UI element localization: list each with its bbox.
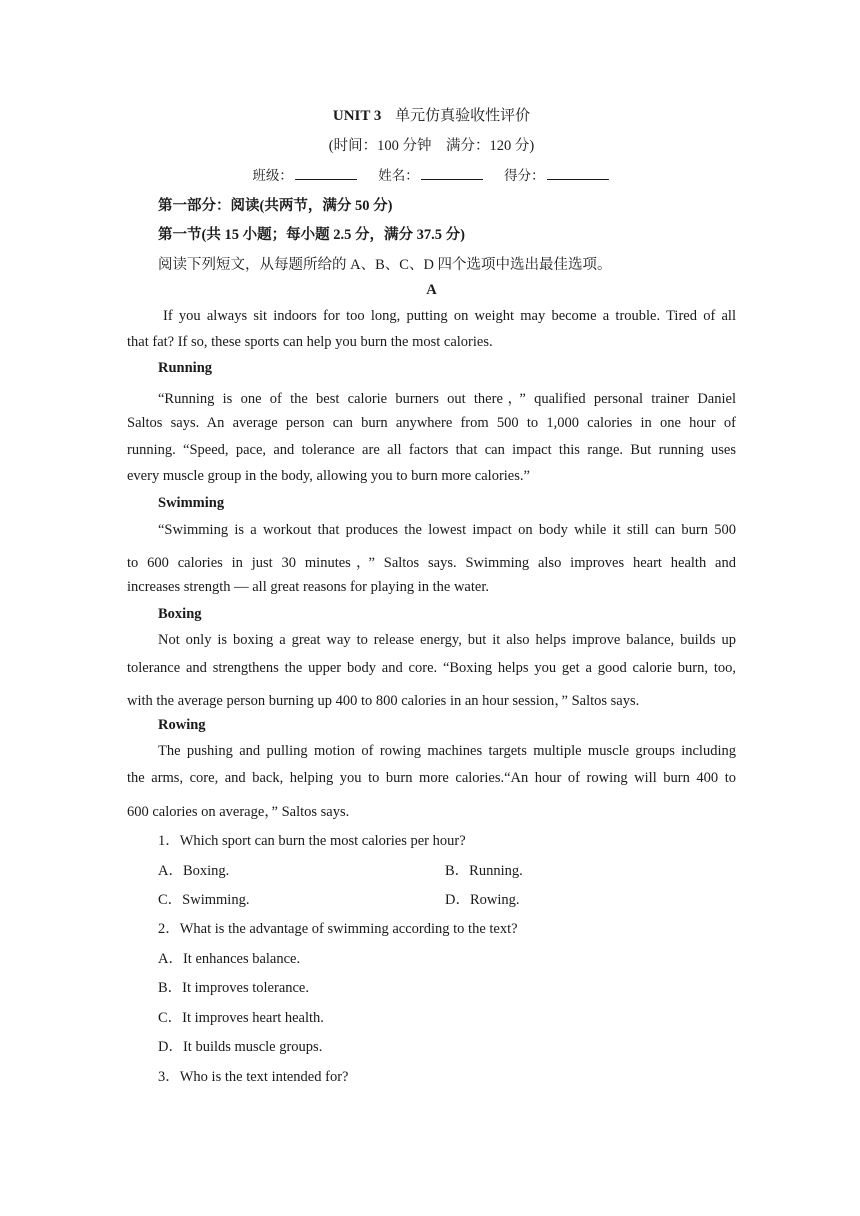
section-one-heading: 第一节(共 15 小题；每小题 2.5 分，满分 37.5 分) bbox=[158, 227, 465, 243]
name-blank bbox=[421, 167, 483, 180]
option-b: B．Running. bbox=[445, 863, 523, 879]
score-blank bbox=[547, 167, 609, 180]
option-d: D．Rowing. bbox=[445, 892, 520, 908]
passage-letter: A bbox=[426, 282, 437, 298]
swimming-line-1: “Swimming is a workout that produces the lowest impact on body while it still can burn 500 bbox=[158, 522, 736, 538]
boxing-line-3: with the average person burning up 400 to 800 calories in an hour session，” Saltos says. bbox=[127, 693, 640, 709]
running-line-4: every muscle group in the body, allowing you to burn more calories.” bbox=[127, 468, 530, 484]
time-info: (时间：100 分钟 满分：120 分) bbox=[328, 138, 535, 154]
option-a: A．It enhances balance. bbox=[158, 951, 301, 967]
question-stem: 3．Who is the text intended for? bbox=[158, 1069, 349, 1085]
swimming-line-3: increases strength — all great reasons for playing in the water. bbox=[127, 579, 489, 595]
option-b: B．It improves tolerance. bbox=[158, 980, 309, 996]
directions: 阅读下列短文，从每题所给的 A、B、C、D 四个选项中选出最佳选项。 bbox=[158, 257, 612, 273]
swimming-heading: Swimming bbox=[158, 495, 225, 511]
swimming-line-2: to 600 calories in just 30 minutes，” Saltos says. Swimming also improves heart health and bbox=[127, 555, 736, 571]
name-label: 姓名： bbox=[378, 168, 419, 183]
option-c: C．Swimming. bbox=[158, 892, 250, 908]
class-label: 班级： bbox=[252, 168, 293, 183]
intro-line-2: that fat? If so, these sports can help you burn the most calories. bbox=[127, 334, 493, 350]
boxing-line-2: tolerance and strengthens the upper body and core. “Boxing helps you get a good calorie burn, too, bbox=[127, 660, 736, 676]
option-d: D．It builds muscle groups. bbox=[158, 1039, 323, 1055]
unit-subtitle: 单元仿真验收性评价 bbox=[395, 108, 531, 124]
rowing-heading: Rowing bbox=[158, 717, 206, 733]
rowing-line-3: 600 calories on average，” Saltos says. bbox=[127, 804, 350, 820]
question-stem: 1．Which sport can burn the most calories per hour? bbox=[158, 833, 466, 849]
student-info-row bbox=[127, 164, 736, 184]
running-heading: Running bbox=[158, 360, 213, 376]
rowing-line-2: the arms, core, and back, helping you to burn more calories.“An hour of rowing will burn 400 to bbox=[127, 770, 736, 786]
unit-title bbox=[127, 104, 736, 125]
boxing-line-1: Not only is boxing a great way to release energy, but it also helps improve balance, builds up bbox=[158, 632, 736, 648]
intro-line-1: If you always sit indoors for too long, putting on weight may become a trouble. Tired of all bbox=[163, 308, 736, 324]
running-line-3: running. “Speed, pace, and tolerance are all factors that can impact this range. But running uses bbox=[127, 442, 736, 458]
question-stem: 2．What is the advantage of swimming according to the text? bbox=[158, 921, 518, 937]
part-one-heading: 第一部分：阅读(共两节，满分 50 分) bbox=[158, 198, 393, 214]
class-blank bbox=[295, 167, 357, 180]
running-line-1: “Running is one of the best calorie burners out there，” qualified personal trainer Daniel bbox=[158, 391, 736, 407]
boxing-heading: Boxing bbox=[158, 606, 202, 622]
unit-number: UNIT 3 bbox=[332, 108, 382, 124]
running-line-2: Saltos says. An average person can burn anywhere from 500 to 1,000 calories in one hour of bbox=[127, 415, 736, 431]
option-a: A．Boxing. bbox=[158, 863, 230, 879]
score-label: 得分： bbox=[504, 168, 545, 183]
rowing-line-1: The pushing and pulling motion of rowing machines targets multiple muscle groups including bbox=[158, 743, 736, 759]
option-c: C．It improves heart health. bbox=[158, 1010, 324, 1026]
